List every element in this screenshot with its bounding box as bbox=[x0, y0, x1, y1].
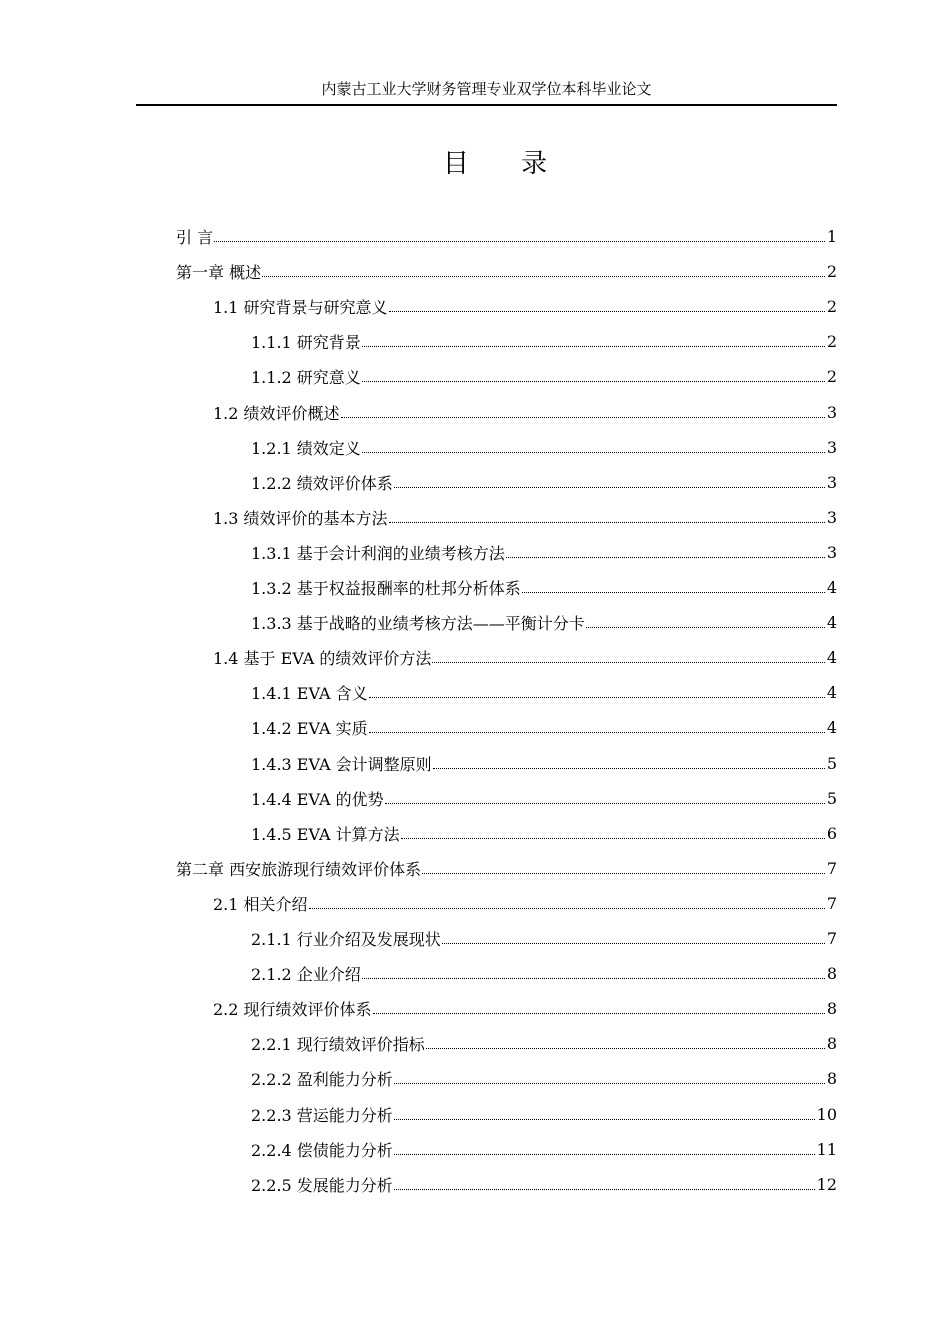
toc-entry-page: 7 bbox=[826, 858, 837, 878]
toc-entry-page: 8 bbox=[826, 1069, 837, 1089]
toc-leader-dots bbox=[389, 522, 825, 523]
toc-entry-page: 2 bbox=[826, 367, 837, 387]
toc-entry-label: 2.2.2 盈利能力分析 bbox=[251, 1070, 393, 1090]
toc-entry-page: 4 bbox=[826, 718, 837, 738]
toc-entry-label: 1.1.2 研究意义 bbox=[251, 368, 361, 388]
toc-entry[interactable] bbox=[176, 219, 837, 254]
toc-entry-page: 10 bbox=[816, 1104, 837, 1124]
toc-leader-dots bbox=[385, 803, 825, 804]
toc-entry[interactable] bbox=[251, 535, 837, 570]
toc-entry-label: 2.2.4 偿债能力分析 bbox=[251, 1140, 393, 1160]
toc-entry-label: 1.4.2 EVA 实质 bbox=[251, 719, 368, 739]
toc-entry-page: 4 bbox=[826, 578, 837, 597]
toc-entry[interactable] bbox=[251, 1097, 837, 1132]
toc-leader-dots bbox=[586, 627, 825, 628]
toc-leader-dots bbox=[362, 978, 825, 979]
toc-leader-dots bbox=[432, 662, 824, 663]
toc-leader-dots bbox=[394, 1154, 815, 1155]
toc-entry[interactable] bbox=[251, 710, 837, 745]
toc-entry[interactable] bbox=[251, 675, 837, 710]
toc-entry-page: 5 bbox=[826, 753, 837, 773]
toc-leader-dots bbox=[369, 732, 825, 733]
toc-entry-page: 1 bbox=[826, 227, 837, 246]
toc-leader-dots bbox=[394, 1083, 825, 1084]
page-header bbox=[136, 76, 837, 106]
toc-leader-dots bbox=[522, 592, 825, 593]
toc-leader-dots bbox=[422, 873, 825, 874]
toc-entry-label: 1.2 绩效评价概述 bbox=[213, 403, 340, 423]
toc-entry-page: 3 bbox=[826, 472, 837, 492]
toc-entry-page: 7 bbox=[826, 929, 837, 948]
toc-leader-dots bbox=[426, 1048, 825, 1049]
toc-entry[interactable] bbox=[213, 640, 837, 675]
toc-entry[interactable] bbox=[251, 746, 837, 781]
toc-leader-dots bbox=[373, 1013, 825, 1014]
toc-entry-label: 第一章 概述 bbox=[176, 263, 262, 283]
toc-entry[interactable] bbox=[251, 570, 837, 605]
toc-entry-label: 2.1 相关介绍 bbox=[213, 894, 308, 914]
toc-entry[interactable] bbox=[213, 289, 837, 324]
toc-entry[interactable] bbox=[251, 605, 837, 640]
toc-entry-label: 1.4.1 EVA 含义 bbox=[251, 684, 368, 704]
toc-entry-page: 12 bbox=[816, 1174, 837, 1194]
toc-entry[interactable] bbox=[251, 956, 837, 991]
toc-entry-page: 6 bbox=[826, 823, 837, 843]
toc-entry[interactable] bbox=[213, 886, 837, 921]
toc-entry[interactable] bbox=[251, 1167, 837, 1202]
toc-entry-label: 1.4.4 EVA 的优势 bbox=[251, 789, 384, 809]
toc-entry[interactable] bbox=[251, 921, 837, 956]
toc-entry-page: 5 bbox=[826, 788, 837, 808]
toc-entry[interactable] bbox=[251, 465, 837, 500]
toc-entry-label: 1.1.1 研究背景 bbox=[251, 333, 361, 353]
toc-entry-page: 4 bbox=[826, 683, 837, 703]
toc-entry-page: 3 bbox=[826, 437, 837, 457]
toc-entry[interactable] bbox=[213, 395, 837, 430]
toc-entry-page: 3 bbox=[826, 402, 837, 422]
toc-entry-page: 4 bbox=[826, 648, 837, 668]
toc-leader-dots bbox=[506, 557, 825, 558]
toc-entry-label: 2.2 现行绩效评价体系 bbox=[213, 1000, 372, 1020]
toc-leader-dots bbox=[389, 311, 825, 312]
toc-entry-page: 8 bbox=[826, 964, 837, 984]
toc-leader-dots bbox=[394, 487, 825, 488]
toc-entry[interactable] bbox=[251, 430, 837, 465]
toc-entry-label: 1.3 绩效评价的基本方法 bbox=[213, 508, 388, 528]
toc-entry-label: 2.2.1 现行绩效评价指标 bbox=[251, 1035, 425, 1055]
toc-entry-page: 2 bbox=[826, 297, 837, 317]
toc-entry[interactable] bbox=[251, 1061, 837, 1096]
toc-entry-page: 11 bbox=[816, 1139, 837, 1159]
toc-entry-page: 8 bbox=[826, 999, 837, 1019]
toc-entry[interactable] bbox=[251, 324, 837, 359]
toc-entry-page: 2 bbox=[826, 332, 837, 352]
toc-leader-dots bbox=[394, 1189, 815, 1190]
toc-entry-label: 2.2.5 发展能力分析 bbox=[251, 1175, 393, 1195]
toc-leader-dots bbox=[394, 1119, 815, 1120]
toc-entry[interactable] bbox=[251, 1026, 837, 1061]
toc-entry-page: 8 bbox=[826, 1034, 837, 1054]
toc-entry[interactable] bbox=[176, 254, 837, 289]
toc-leader-dots bbox=[433, 768, 825, 769]
toc-leader-dots bbox=[309, 908, 825, 909]
toc-leader-dots bbox=[362, 452, 825, 453]
toc-entry[interactable] bbox=[251, 359, 837, 394]
toc-leader-dots bbox=[341, 417, 825, 418]
toc-entry-page: 7 bbox=[826, 893, 837, 913]
toc-leader-dots bbox=[442, 943, 825, 944]
toc-entry[interactable] bbox=[251, 1132, 837, 1167]
toc-entry[interactable] bbox=[251, 816, 837, 851]
header-text: 内蒙古工业大学财务管理专业双学位本科毕业论文 bbox=[321, 80, 652, 98]
toc-leader-dots bbox=[262, 276, 825, 277]
toc-entry-label: 2.2.3 营运能力分析 bbox=[251, 1105, 393, 1125]
toc-entry-label: 1.4.5 EVA 计算方法 bbox=[251, 824, 400, 844]
toc-entry-label: 1.2.1 绩效定义 bbox=[251, 438, 361, 458]
toc-entry-label: 引 言 bbox=[176, 228, 214, 247]
toc-entry-label: 1.3.2 基于权益报酬率的杜邦分析体系 bbox=[251, 579, 521, 598]
toc-entry[interactable] bbox=[213, 991, 837, 1026]
toc-entry-label: 1.4.3 EVA 会计调整原则 bbox=[251, 754, 432, 774]
toc-entry-page: 3 bbox=[826, 507, 837, 527]
toc-entry[interactable] bbox=[251, 781, 837, 816]
toc-entry-page: 4 bbox=[826, 613, 837, 633]
toc-leader-dots bbox=[214, 241, 825, 242]
toc-entry[interactable] bbox=[213, 500, 837, 535]
toc-entry-page: 3 bbox=[826, 542, 837, 562]
toc-leader-dots bbox=[362, 346, 825, 347]
toc-entry-label: 1.3.1 基于会计利润的业绩考核方法 bbox=[251, 543, 505, 563]
toc-leader-dots bbox=[362, 381, 825, 382]
toc-entry[interactable] bbox=[176, 851, 837, 886]
toc-entry-label: 1.1 研究背景与研究意义 bbox=[213, 298, 388, 318]
toc-leader-dots bbox=[401, 838, 825, 839]
toc-leader-dots bbox=[369, 697, 825, 698]
toc-entry-label: 2.1.2 企业介绍 bbox=[251, 965, 361, 985]
toc-title: 目 录 bbox=[442, 149, 570, 179]
toc-entry-label: 1.2.2 绩效评价体系 bbox=[251, 473, 393, 493]
toc-entry-label: 1.4 基于 EVA 的绩效评价方法 bbox=[213, 649, 432, 669]
toc-entry-label: 2.1.1 行业介绍及发展现状 bbox=[251, 930, 441, 949]
toc-entry-label: 第二章 西安旅游现行绩效评价体系 bbox=[176, 859, 422, 879]
toc-entry-page: 2 bbox=[826, 262, 837, 282]
toc-entry-label: 1.3.3 基于战略的业绩考核方法——平衡计分卡 bbox=[251, 614, 585, 634]
